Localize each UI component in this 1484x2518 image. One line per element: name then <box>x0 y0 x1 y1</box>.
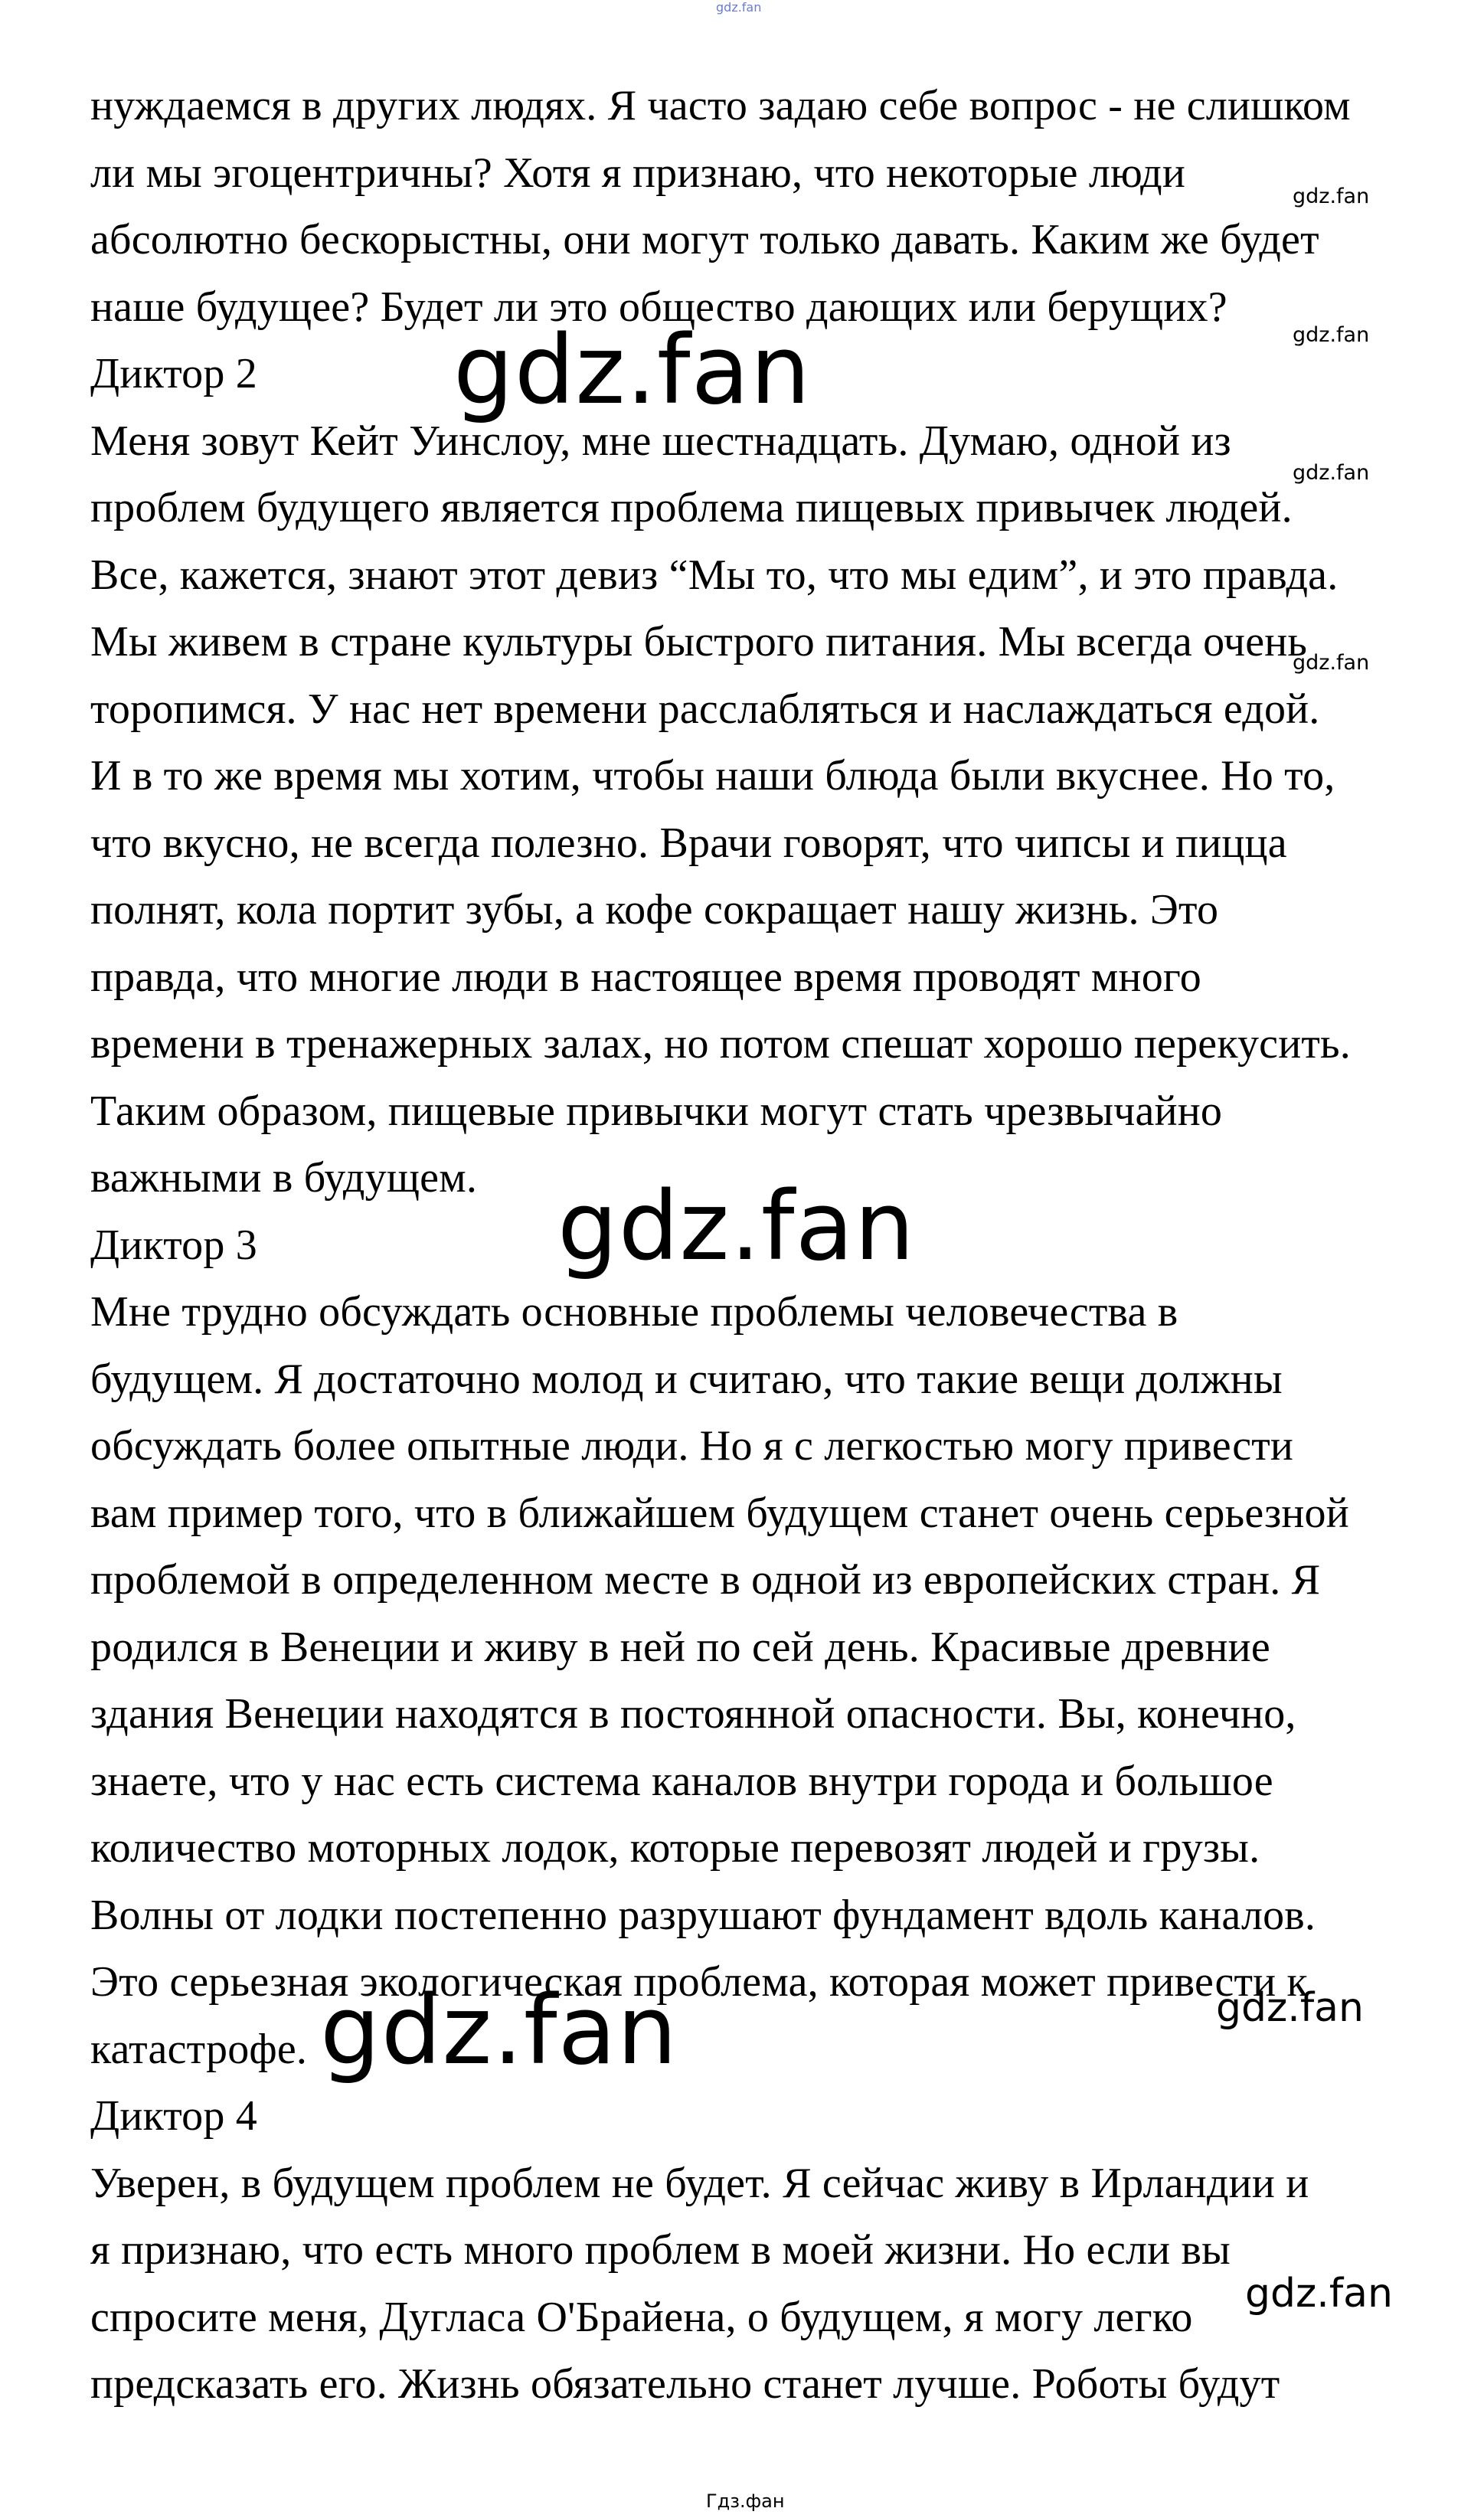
text-line: важными в будущем. <box>90 1154 478 1202</box>
watermark-large: gdz.fan <box>557 1172 916 1282</box>
text-line: количество моторных лодок, которые перевозят людей и грузы. <box>90 1824 1260 1872</box>
text-line: торопимся. У нас нет времени расслабляться и наслаждаться едой. <box>90 685 1320 733</box>
text-line: времени в тренажерных залах, но потом спешат хорошо перекусить. <box>90 1020 1351 1068</box>
text-line: абсолютно бескорыстны, они могут только давать. Каким же будет <box>90 216 1319 263</box>
text-line: катастрофе. <box>90 2025 308 2073</box>
watermark-large: gdz.fan <box>453 316 812 426</box>
text-line: Все, кажется, знают этот девиз “Мы то, что мы едим”, и это правда. <box>90 551 1339 599</box>
text-line: знаете, что у нас есть система каналов внутри города и большое <box>90 1757 1273 1805</box>
text-line: наше будущее? Будет ли это общество дающих или берущих? <box>90 283 1227 331</box>
text-line: Меня зовут Кейт Уинслоу, мне шестнадцать. Думаю, одной из <box>90 417 1231 465</box>
text-line: правда, что многие люди в настоящее время проводят много <box>90 953 1201 1001</box>
watermark-small: gdz.fan <box>1293 323 1370 347</box>
speaker-heading: Диктор 3 <box>90 1221 257 1269</box>
text-line: И в то же время мы хотим, чтобы наши блюда были вкуснее. Но то, <box>90 752 1335 800</box>
speaker-heading: Диктор 4 <box>90 2092 257 2140</box>
top-watermark: gdz.fan <box>716 0 762 15</box>
text-line: ли мы эгоцентричны? Хотя я признаю, что некоторые люди <box>90 149 1186 197</box>
text-line: Уверен, в будущем проблем не будет. Я сейчас живу в Ирландии и <box>90 2159 1309 2207</box>
text-line: Волны от лодки постепенно разрушают фундамент вдоль каналов. <box>90 1891 1316 1939</box>
text-line: будущем. Я достаточно молод и считаю, что такие вещи должны <box>90 1355 1283 1403</box>
text-line: Это серьезная экологическая проблема, которая может привести к <box>90 1958 1308 2006</box>
text-line: обсуждать более опытные люди. Но я с легкостью могу привести <box>90 1422 1294 1470</box>
text-line: проблемой в определенном месте в одной из европейских стран. Я <box>90 1556 1321 1604</box>
text-line: нуждаемся в других людях. Я часто задаю себе вопрос - не слишком <box>90 82 1351 129</box>
text-line: Мы живем в стране культуры быстрого питания. Мы всегда очень <box>90 618 1308 665</box>
text-line: полнят, кола портит зубы, а кофе сокращает нашу жизнь. Это <box>90 886 1219 934</box>
text-line: проблем будущего является проблема пищевых привычек людей. <box>90 484 1293 531</box>
watermark-medium: gdz.fan <box>1245 2271 1393 2317</box>
watermark-large: gdz.fan <box>320 1976 678 2086</box>
text-line: я признаю, что есть много проблем в моей жизни. Но если вы <box>90 2226 1231 2274</box>
watermark-small: gdz.fan <box>1293 461 1370 485</box>
text-line: Мне трудно обсуждать основные проблемы человечества в <box>90 1288 1178 1336</box>
text-line: здания Венеции находятся в постоянной опасности. Вы, конечно, <box>90 1690 1296 1738</box>
text-line: что вкусно, не всегда полезно. Врачи говорят, что чипсы и пицца <box>90 819 1287 867</box>
watermark-small: gdz.fan <box>1293 185 1370 208</box>
text-line: предсказать его. Жизнь обязательно станет лучше. Роботы будут <box>90 2360 1280 2408</box>
text-line: родился в Венеции и живу в ней по сей день. Красивые древние <box>90 1623 1270 1671</box>
watermark-medium: gdz.fan <box>1216 1985 1364 2031</box>
speaker-heading: Диктор 2 <box>90 350 257 397</box>
text-line: спросите меня, Дугласа О'Брайена, о будущем, я могу легко <box>90 2293 1193 2341</box>
watermark-small: gdz.fan <box>1293 651 1370 675</box>
footer-caption: Гдз.фан <box>706 2490 785 2512</box>
text-line: вам пример того, что в ближайшем будущем станет очень серьезной <box>90 1489 1349 1537</box>
text-line: Таким образом, пищевые привычки могут стать чрезвычайно <box>90 1087 1223 1135</box>
